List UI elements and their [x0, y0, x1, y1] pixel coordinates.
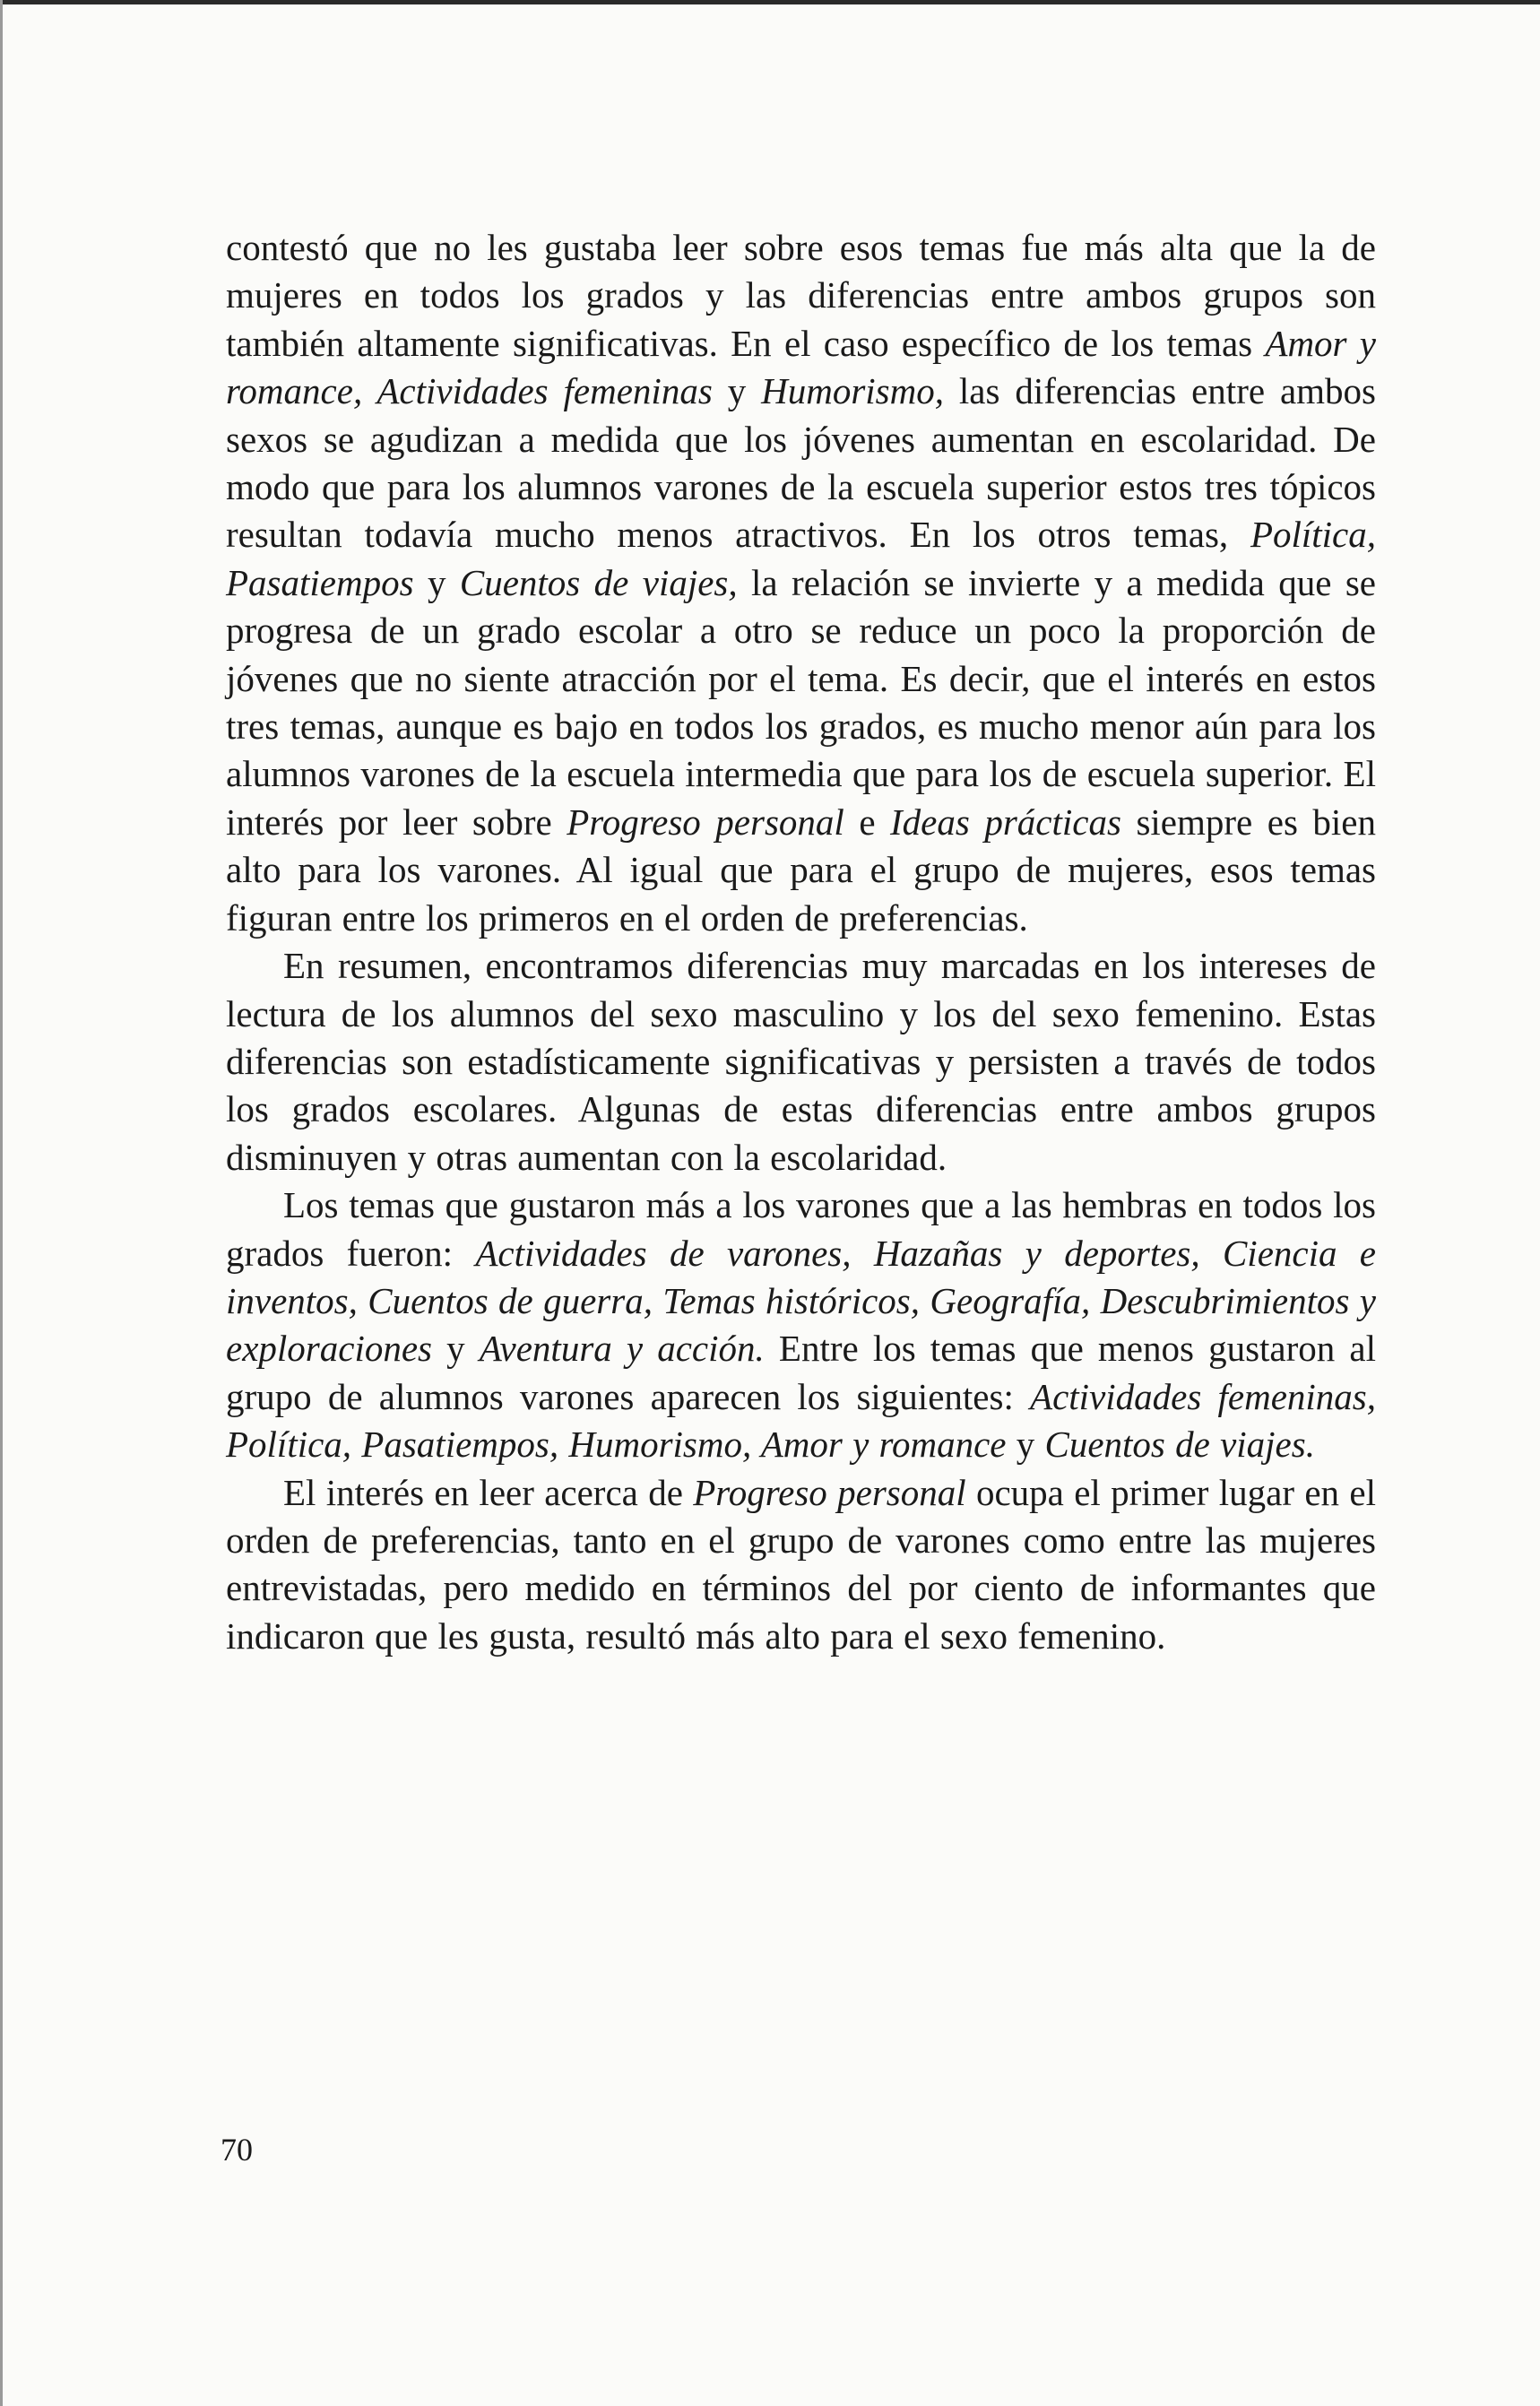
text-segment: y	[1006, 1424, 1045, 1466]
text-segment: y	[431, 1328, 480, 1370]
italic-text-segment: Actividades de varones, Hazañas y deportes, Ciencia e inventos, Cuentos de guerra, Temas históricos, Geografía, Descubrimientos y exploraciones	[226, 1232, 1377, 1370]
text-segment: El interés en leer acerca de	[283, 1471, 694, 1513]
italic-text-segment: Cuentos de viajes.	[1044, 1424, 1315, 1466]
italic-text-segment: Aventura y acción.	[479, 1328, 765, 1370]
paragraph	[226, 1181, 1376, 1468]
paragraph	[226, 224, 1376, 942]
italic-text-segment: Progreso personal	[567, 801, 844, 843]
text-segment: y	[413, 561, 460, 603]
text-segment: ocupa el primer lugar en el orden de preferencias, tanto en el grupo de varones como entre las mujeres entrevistadas, pero medido en términos del por ciento de informantes que indicaron que les gusta, resultó más alto para el sexo femenino.	[226, 1471, 1376, 1657]
page-top-edge	[0, 0, 1540, 4]
text-segment: e	[844, 801, 891, 843]
text-segment: la relación se invierte y a medida que se progresa de un grado escolar a otro se reduce un poco la proporción de jóvenes que no siente atracción por el tema. Es decir, que el interés en estos tres temas, aunque es bajo en todos los grados, es mucho menor aún para los alumnos varones de la escuela intermedia que para los de escuela superior. El interés por leer sobre	[226, 561, 1376, 843]
text-segment: las diferencias entre ambos sexos se agudizan a medida que los jóvenes aumentan en escolaridad. De modo que para los alumnos varones de la escuela superior estos tres tópicos resultan todavía mucho menos atractivos. En los otros temas,	[226, 370, 1376, 556]
italic-text-segment: Humorismo,	[761, 370, 944, 412]
page-number: 70	[221, 2132, 253, 2168]
paragraph	[226, 942, 1376, 1181]
text-segment: Los temas que gustaron más a los varones que a las hembras en todos los grados fueron:	[226, 1184, 1376, 1274]
italic-text-segment: Actividades femeninas, Política, Pasatiempos, Humorismo, Amor y romance	[226, 1375, 1377, 1466]
text-segment: Entre los temas que menos gustaron al grupo de alumnos varones aparecen los siguientes:	[226, 1328, 1377, 1417]
italic-text-segment: Cuentos de viajes,	[459, 561, 738, 603]
paragraph	[226, 1469, 1376, 1661]
body-text	[226, 224, 1376, 1660]
page-left-edge	[0, 0, 3, 2406]
text-segment: siempre es bien alto para los varones. Al igual que para el grupo de mujeres, esos temas figuran entre los primeros en el orden de preferencias.	[226, 801, 1376, 939]
text-segment: y	[712, 370, 762, 412]
italic-text-segment: Ideas prácticas	[890, 801, 1121, 843]
italic-text-segment: Progreso personal	[693, 1471, 966, 1513]
italic-text-segment: Amor y romance, Actividades femeninas	[226, 322, 1376, 412]
text-segment: En resumen, encontramos diferencias muy marcadas en los intereses de lectura de los alumnos del sexo masculino y los del sexo femenino. Estas diferencias son estadísticamente significativas y persisten a través de todos los grados escolares. Algunas de estas diferencias entre ambos grupos disminuyen y otras aumentan con la escolaridad.	[226, 945, 1376, 1178]
italic-text-segment: Política, Pasatiempos	[226, 514, 1376, 603]
text-segment: contestó que no les gustaba leer sobre esos temas fue más alta que la de mujeres en todos los grados y las diferencias entre ambos grupos son también altamente significativas. En el caso específico de los temas	[226, 227, 1376, 364]
